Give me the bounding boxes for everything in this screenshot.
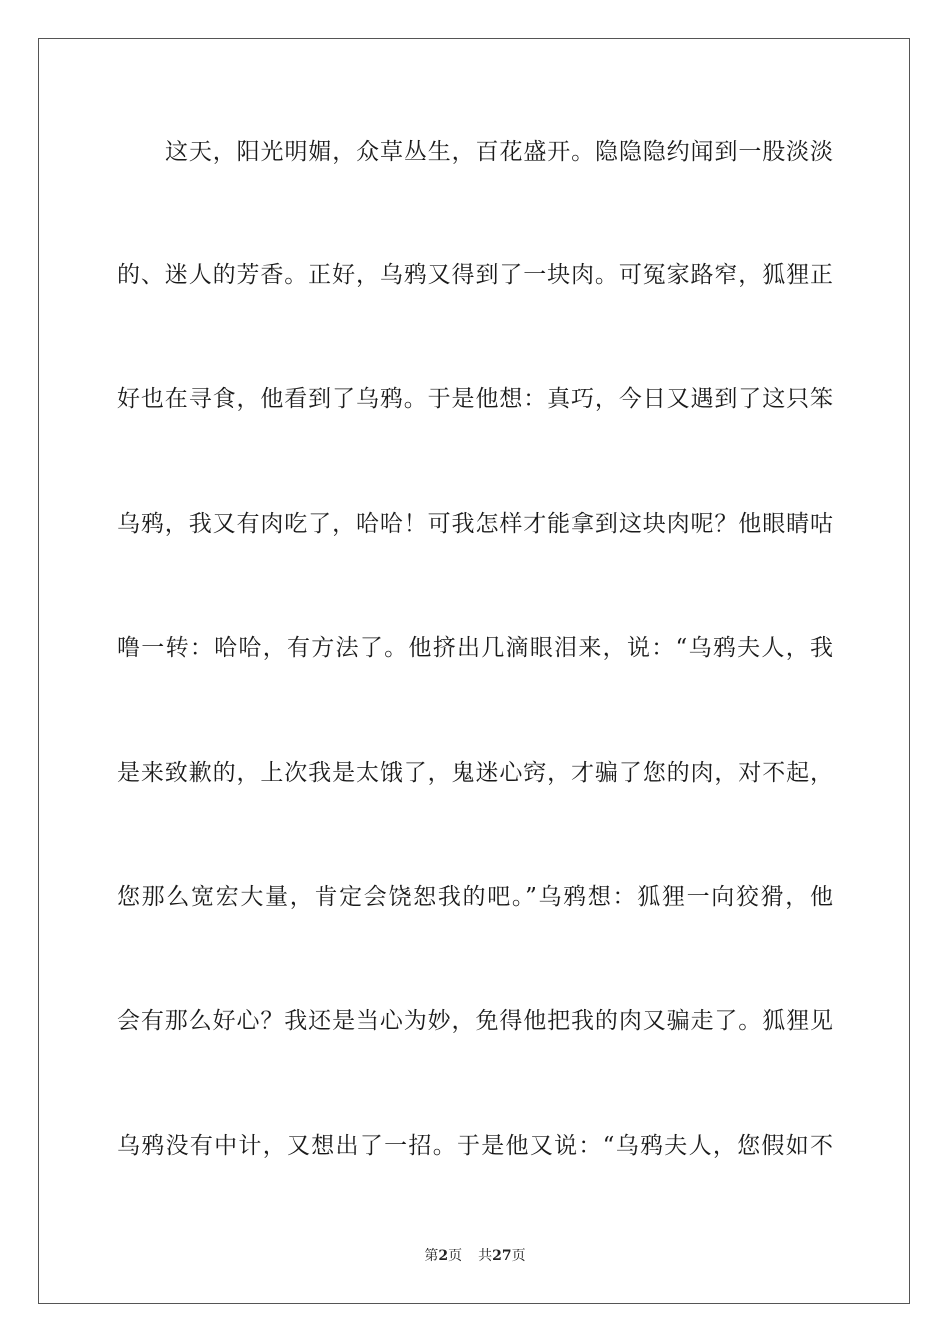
paragraph-line-3: 好也在寻食，他看到了乌鸦。于是他想：真巧，今日又遇到了这只笨 — [117, 386, 833, 412]
total-suffix: 页 — [511, 1248, 526, 1264]
paragraph-line-4: 乌鸦，我又有肉吃了，哈哈！可我怎样才能拿到这块肉呢？他眼睛咕 — [117, 511, 833, 537]
paragraph-line-8: 会有那么好心？我还是当心为妙，免得他把我的肉又骗走了。狐狸见 — [117, 1008, 833, 1034]
page-prefix: 第 — [424, 1248, 439, 1264]
paragraph-line-2: 的、迷人的芳香。正好，乌鸦又得到了一块肉。可冤家路窄，狐狸正 — [117, 262, 833, 288]
paragraph-line-9: 乌鸦没有中计，又想出了一招。于是他又说：“乌鸦夫人，您假如不 — [117, 1133, 833, 1159]
page-current: 2 — [438, 1248, 449, 1264]
page-total: 27 — [492, 1248, 512, 1264]
total-prefix: 共 — [478, 1248, 493, 1264]
paragraph-line-1: 这天，阳光明媚，众草丛生，百花盛开。隐隐隐约闻到一股淡淡 — [165, 139, 833, 165]
paragraph-line-6: 是来致歉的，上次我是太饿了，鬼迷心窍，才骗了您的肉，对不起， — [117, 760, 833, 786]
page-frame — [38, 38, 910, 1304]
page-footer — [0, 1247, 950, 1265]
paragraph-line-7: 您那么宽宏大量，肯定会饶恕我的吧。”乌鸦想：狐狸一向狡猾，他 — [117, 884, 833, 910]
page-suffix: 页 — [448, 1248, 463, 1264]
paragraph-line-5: 噜一转：哈哈，有方法了。他挤出几滴眼泪来，说：“乌鸦夫人，我 — [117, 635, 833, 661]
